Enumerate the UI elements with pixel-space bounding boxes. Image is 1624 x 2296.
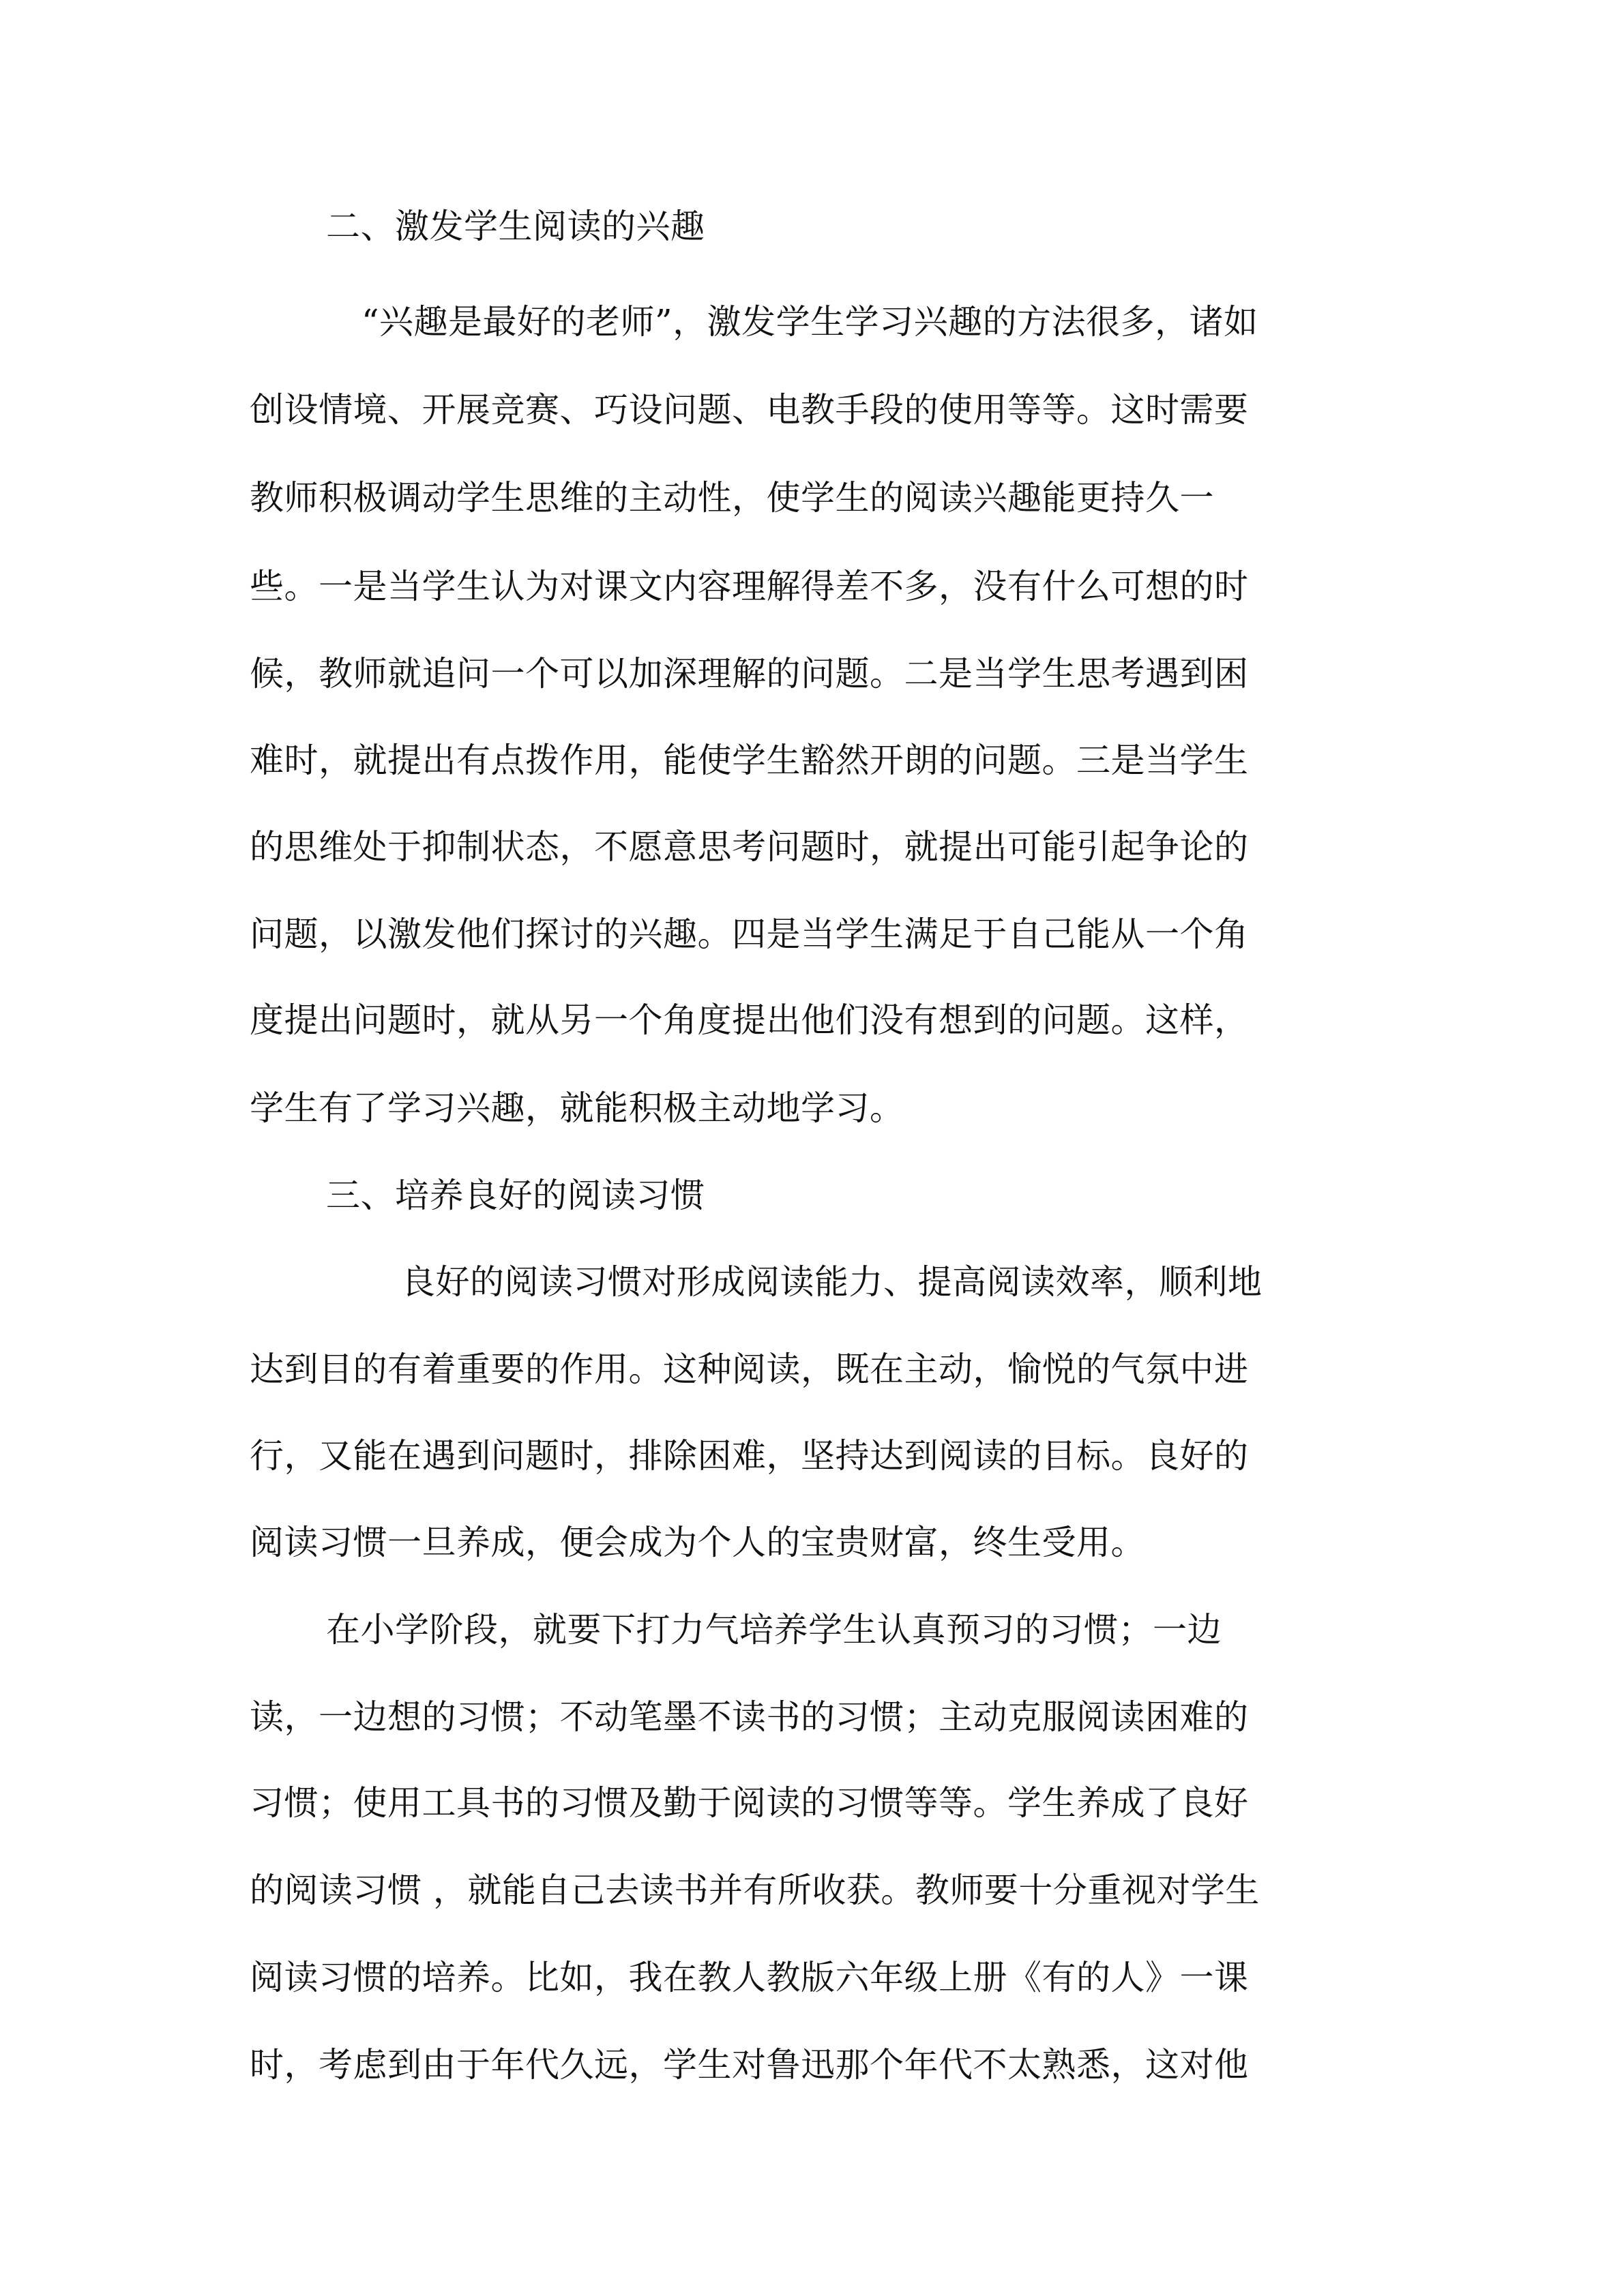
- paragraph-line: 的阅读习惯 ，就能自己去读书并有所收获。教师要十分重视对学生: [250, 1870, 1260, 1910]
- paragraph-line: 读，一边想的习惯；不动笔墨不读书的习惯；主动克服阅读困难的: [250, 1697, 1249, 1737]
- paragraph-line: 行，又能在遇到问题时，排除困难，坚持达到阅读的目标。良好的: [250, 1436, 1249, 1476]
- paragraph-line: 习惯；使用工具书的习惯及勤于阅读的习惯等等。学生养成了良好: [250, 1783, 1249, 1823]
- paragraph-line: 的思维处于抑制状态，不愿意思考问题时，就提出可能引起争论的: [250, 827, 1249, 867]
- paragraph-line: “兴趣是最好的老师”，激发学生学习兴趣的方法很多，诸如: [361, 302, 1258, 342]
- heading-section-2: 二、激发学生阅读的兴趣: [326, 207, 705, 246]
- paragraph-line: 教师积极调动学生思维的主动性，使学生的阅读兴趣能更持久一: [250, 478, 1214, 518]
- paragraph-line: 良好的阅读习惯对形成阅读能力、提高阅读效率，顺利地: [401, 1262, 1263, 1302]
- paragraph-line: 问题，以激发他们探讨的兴趣。四是当学生满足于自己能从一个角: [250, 914, 1249, 954]
- paragraph-line: 学生有了学习兴趣，就能积极主动地学习。: [250, 1088, 904, 1128]
- paragraph-line: 在小学阶段，就要下打力气培养学生认真预习的习惯；一边: [326, 1610, 1222, 1650]
- heading-section-3: 三、培养良好的阅读习惯: [326, 1176, 705, 1215]
- paragraph-line: 阅读习惯的培养。比如，我在教人教版六年级上册《有的人》一课: [250, 1958, 1249, 1997]
- paragraph-line: 难时，就提出有点拨作用，能使学生豁然开朗的问题。三是当学生: [250, 741, 1249, 780]
- paragraph-line: 阅读习惯一旦养成，便会成为个人的宝贵财富，终生受用。: [250, 1523, 1145, 1562]
- paragraph-line: 候，教师就追问一个可以加深理解的问题。二是当学生思考遇到困: [250, 654, 1249, 694]
- paragraph-line: 达到目的有着重要的作用。这种阅读，既在主动，愉悦的气氛中进: [250, 1350, 1249, 1389]
- paragraph-line: 度提出问题时，就从另一个角度提出他们没有想到的问题。这样，: [250, 1000, 1249, 1040]
- paragraph-line: 创设情境、开展竞赛、巧设问题、电教手段的使用等等。这时需要: [250, 390, 1249, 430]
- paragraph-line: 时，考虑到由于年代久远，学生对鲁迅那个年代不太熟悉，这对他: [250, 2045, 1249, 2085]
- paragraph-line: 些。一是当学生认为对课文内容理解得差不多，没有什么可想的时: [250, 567, 1249, 606]
